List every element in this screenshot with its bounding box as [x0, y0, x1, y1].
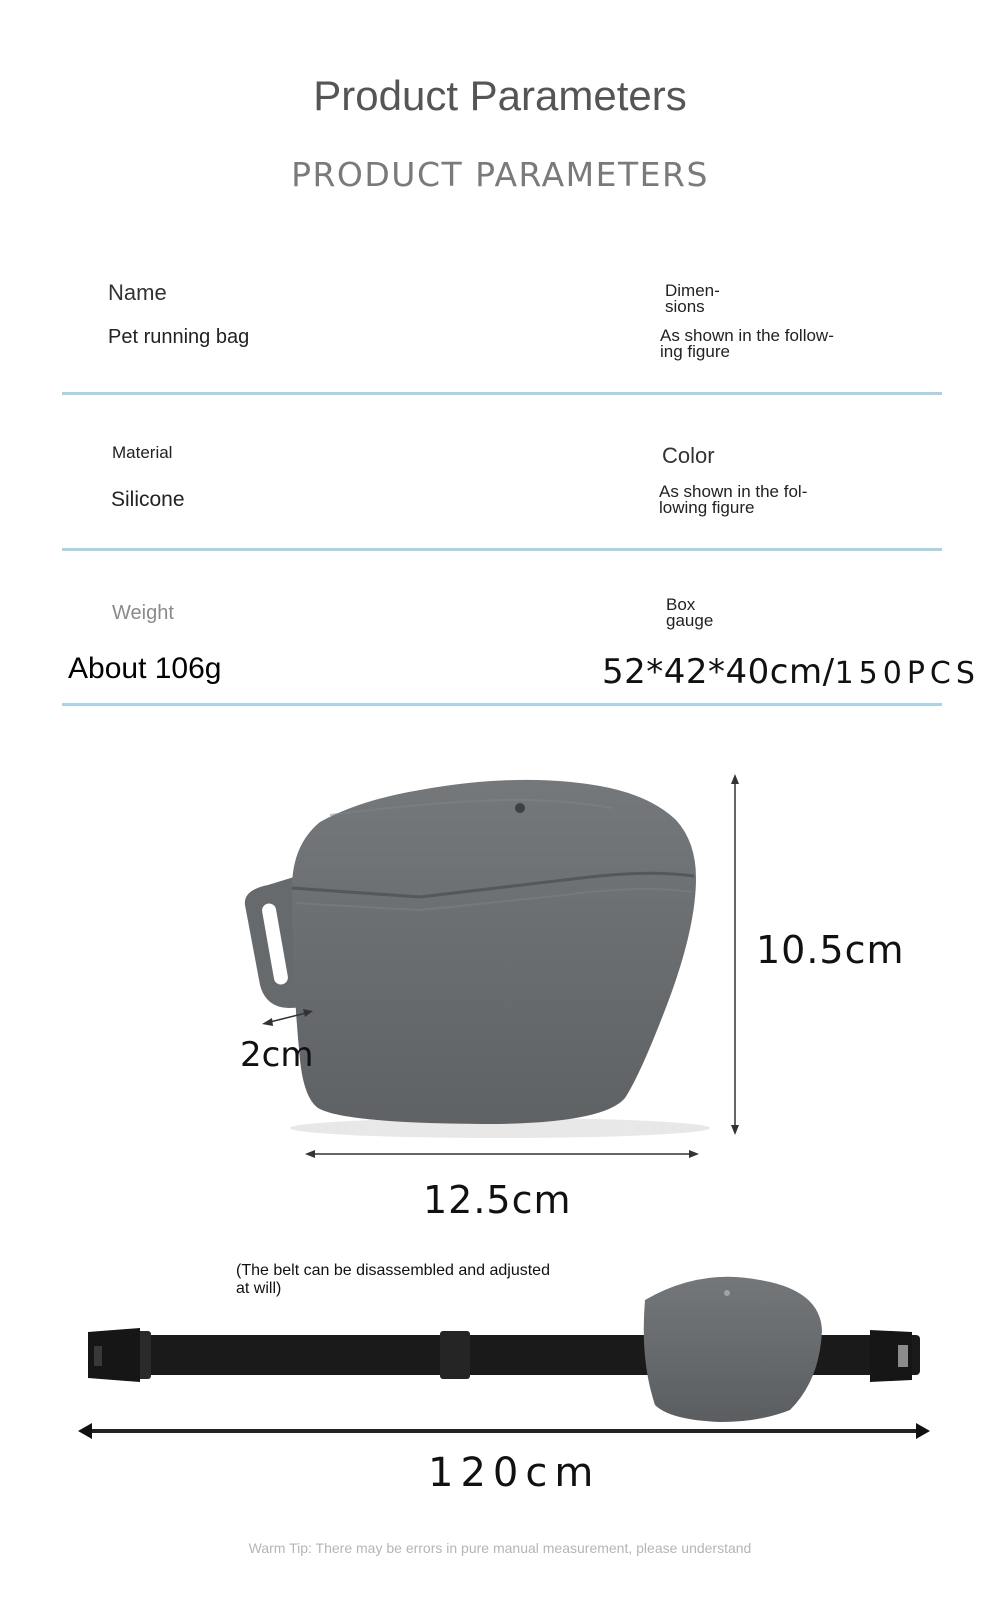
width-dimension-label: 12.5cm: [423, 1178, 572, 1222]
weight-label: Weight: [112, 602, 174, 624]
box-gauge-label-line-2: gauge: [666, 611, 714, 630]
belt-length-label: 120cm: [428, 1450, 601, 1496]
name-label: Name: [108, 280, 167, 305]
height-dimension-label: 10.5cm: [756, 928, 905, 972]
dimensions-label-line-1: Dimen-: [665, 281, 720, 300]
page-subtitle: PRODUCT PARAMETERS: [291, 155, 709, 194]
name-value: Pet running bag: [108, 326, 250, 348]
page-title: Product Parameters: [313, 72, 687, 119]
color-value-line-1: As shown in the fol-: [659, 482, 808, 501]
color-label: Color: [662, 443, 715, 468]
belt-note-line-1: (The belt can be disassembled and adjusted: [236, 1262, 550, 1279]
material-label: Material: [112, 443, 173, 462]
pouch-image: [245, 780, 710, 1138]
material-value: Silicone: [111, 488, 185, 511]
box-gauge-dimensions: 52*42*40cm/: [602, 652, 835, 692]
warm-tip: Warm Tip: There may be errors in pure manual measurement, please understand: [248, 1540, 752, 1556]
box-gauge-pieces: 150PCS: [834, 656, 980, 691]
dimensions-value-line-2: ing figure: [660, 342, 730, 361]
weight-value: About 106g: [68, 652, 222, 685]
clip-dimension-label: 2cm: [240, 1035, 314, 1075]
color-value-line-2: lowing figure: [659, 498, 755, 517]
belt-image: [88, 1277, 920, 1422]
belt-note-line-2: at will): [236, 1280, 282, 1297]
dimensions-label-line-2: sions: [665, 297, 705, 316]
belt-note: [236, 1262, 576, 1298]
box-gauge-label-line-1: Box: [666, 595, 696, 614]
dimensions-value-line-1: As shown in the follow-: [660, 326, 834, 345]
